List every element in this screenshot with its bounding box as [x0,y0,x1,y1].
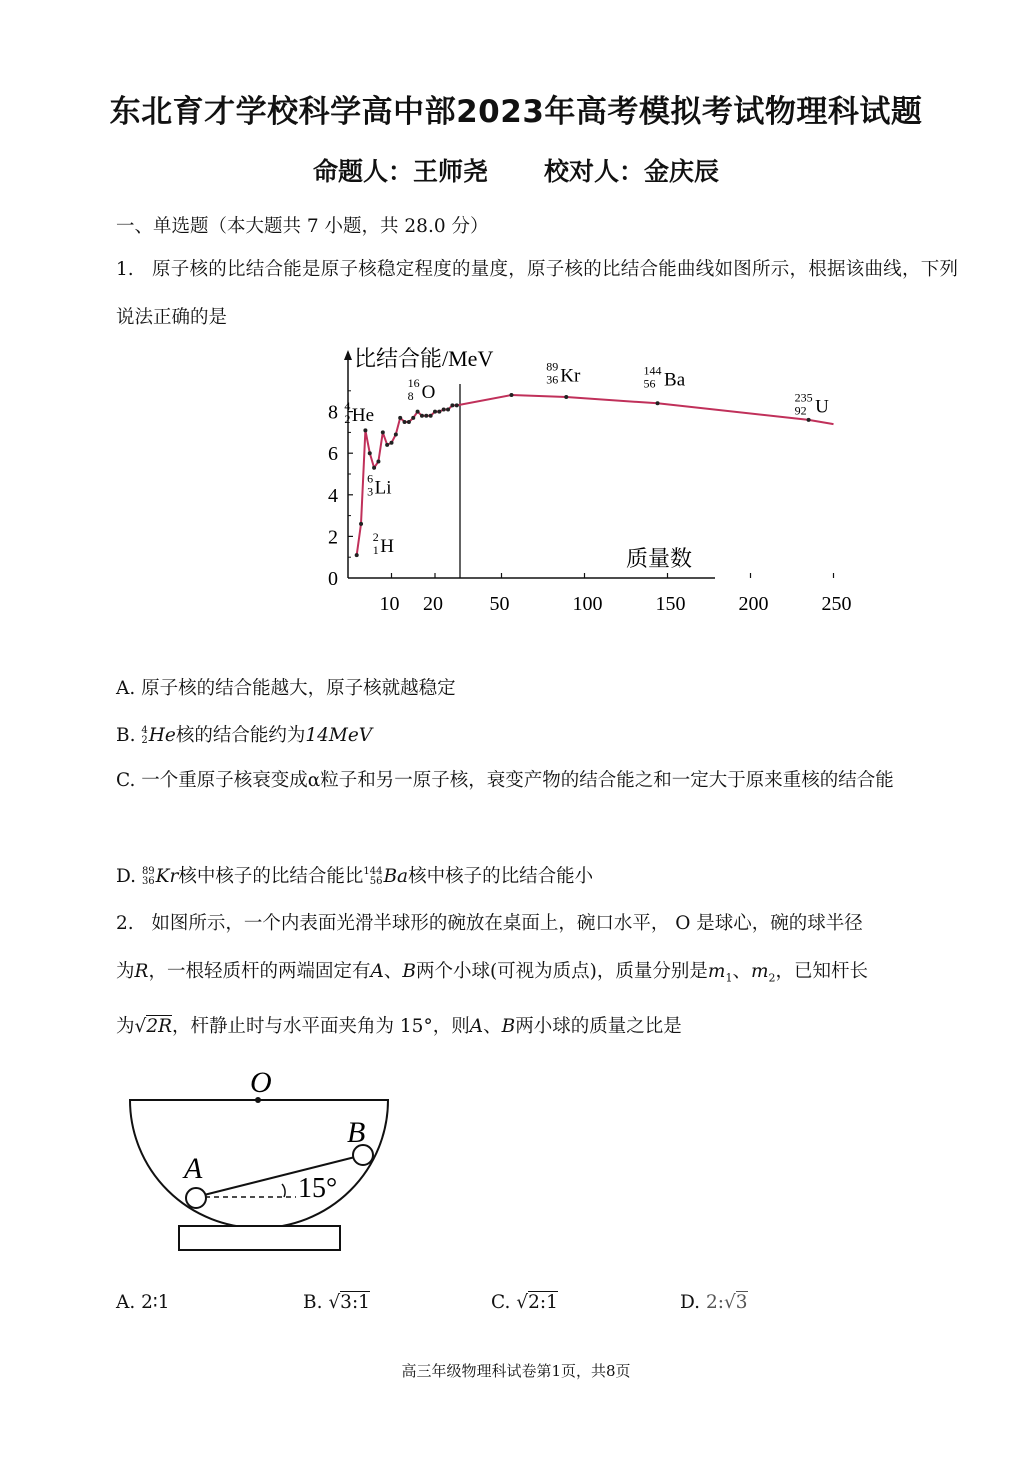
x-axis-label: 质量数 [626,546,693,571]
data-point [363,428,367,432]
data-point [390,441,394,445]
q2-line2 [116,957,868,985]
nuclide-symbol-O: O [421,382,436,404]
data-point [376,460,380,464]
page-title: 东北育才学校科学高中部2023年高考模拟考试物理科试题 [109,94,923,130]
nuclide-mass-O: 16 [407,376,420,391]
q1-stem [116,246,958,342]
data-point [564,395,568,399]
y-axis-arrow-icon [344,350,352,360]
nuclide-symbol-H: H [380,535,394,557]
data-point [372,466,376,470]
data-point [455,403,459,407]
q2-ball-b-2: B [501,1016,516,1037]
angle-arc [282,1184,285,1197]
q2-t3a: 为 [116,1016,135,1037]
q1-option-a[interactable]: A. 原子核的结合能越大，原子核就越稳定 [116,678,456,699]
data-point [411,416,415,420]
q1-option-b[interactable] [116,721,372,747]
sqrt-icon: √ [723,1292,736,1313]
y-tick-label: 0 [328,568,338,590]
data-point [446,408,450,412]
label-o: O [250,1066,272,1099]
label-b: B [347,1116,366,1149]
q1-number: 1. [116,259,134,280]
label-a: A [184,1152,203,1185]
nuclide-charge-Ba: 56 [643,376,656,391]
kr-mass: 89 [141,866,155,877]
option-b-prefix: B. [116,725,142,746]
q2-t2b: ，一根轻质杆的两端固定有 [148,961,371,982]
x-tick-label: 10 [379,593,400,615]
nuclide-mass-He: 4 [344,398,351,413]
data-point [381,430,385,434]
data-point [407,420,411,424]
binding-energy-chart [310,340,852,625]
x-tick-label: 150 [655,593,686,615]
data-point [807,418,811,422]
q2-c-label: C. [491,1292,511,1313]
data-point [355,553,359,557]
data-point [442,408,446,412]
q2-option-b[interactable] [303,1292,370,1313]
kr-nuclide-index [142,867,155,887]
checker: 校对人：金庆辰 [544,157,720,186]
label-angle: 15° [298,1173,338,1204]
nuclide-mass-Ba: 144 [643,363,662,378]
nuclide-charge-He: 2 [344,411,351,426]
chart-axes [344,346,715,578]
nuclide-charge-U: 92 [794,403,807,418]
q2-t2d: ，已知杆长 [775,961,869,982]
q2-m1-sub: 1 [725,971,733,985]
data-point [359,522,363,526]
data-point [433,410,437,414]
q2-b-value: 3:1 [340,1292,370,1313]
option-d-end: 核中核子的比结合能小 [408,866,594,887]
q2-t2c: 两个小球(可视为质点)，质量分别是 [415,961,708,982]
data-point [420,414,424,418]
q1-text: 原子核的比结合能是原子核稳定程度的量度，原子核的比结合能曲线如图所示，根据该曲线，下列说法正确的是 [116,259,958,328]
kr-charge: 36 [141,876,155,887]
chart-ticks [328,391,852,615]
data-point [368,451,372,455]
data-point [416,410,420,414]
q1-option-d[interactable] [116,862,593,888]
q2-ball-a-2: A [469,1016,484,1037]
nuclide-symbol-Li: Li [374,477,392,499]
option-b-value: 14MeV [305,725,373,746]
x-tick-label: 250 [821,593,852,615]
q2-ball-b: B [402,961,416,982]
q2-rod-length: 2R [146,1016,173,1037]
x-tick-label: 200 [738,593,769,615]
q2-t3b: ，杆静止时与水平面夹角为 15°，则 [172,1016,470,1037]
nuclide-mass-Kr: 89 [546,359,559,374]
data-point [385,443,389,447]
chart-labels [344,359,829,557]
y-tick-label: 6 [328,443,338,466]
nuclide-symbol-U: U [815,396,829,418]
page-footer: 高三年级物理科试卷第1页，共8页 [401,1362,631,1380]
bowl-diagram [120,1060,410,1260]
data-point [509,393,513,397]
option-d-mid: 核中核子的比结合能比 [178,866,364,887]
q2-number: 2. [116,913,134,934]
q2-option-a[interactable]: A. 2∶1 [116,1292,170,1313]
q1-option-c[interactable]: C. 一个重原子核衰变成α粒子和另一原子核，衰变产物的结合能之和一定大于原来重核的结合能 [116,770,894,791]
binding-energy-curve [357,395,834,555]
nuclide-mass-Li: 6 [367,471,374,486]
sqrt-icon: √ [134,1016,147,1037]
q2-d-value-b: 3 [735,1292,748,1313]
q2-b-label: B. [303,1292,323,1313]
setter: 命题人：王师尧 [312,157,488,186]
nuclide-symbol-Kr: Kr [560,365,581,387]
sqrt-icon: √ [516,1292,529,1313]
nuclide-symbol-Ba: Ba [664,369,686,391]
nuclide-symbol-He: He [351,404,375,426]
ball-a [186,1188,206,1208]
section-heading: 一、单选题（本大题共 7 小题，共 28.0 分） [116,216,489,237]
y-tick-label: 8 [328,401,338,424]
nuclide-mass-H: 2 [372,529,379,544]
nuclide-mass-U: 235 [794,390,813,405]
q2-t2a: 为 [116,961,135,982]
he-nuclide-index [141,726,147,746]
nuclide-charge-O: 8 [407,389,414,404]
data-point [424,414,428,418]
y-axis-label: 比结合能/MeV [354,346,494,371]
ba-charge: 56 [369,876,383,887]
q2-m2: m [750,961,769,982]
x-tick-label: 50 [489,593,510,615]
q2-m2-sub: 2 [768,971,776,985]
x-tick-label: 20 [423,593,443,615]
ba-mass: 144 [363,866,383,877]
option-b-text: 核的结合能约为 [175,725,306,746]
option-d-prefix: D. [116,866,142,887]
q2-d-label: D. [680,1292,701,1313]
nuclide-charge-H: 1 [372,542,379,557]
data-point [403,420,407,424]
table-block [179,1226,340,1250]
ba-nuclide-index [363,867,382,887]
data-point [398,416,402,420]
data-point [429,414,433,418]
authors [0,152,1032,188]
q2-m1: m [707,961,726,982]
chart-points [355,390,813,557]
q2-sep2: 、 [732,961,751,982]
data-point [437,410,441,414]
q2-ball-a: A [370,961,384,982]
q2-line1 [116,909,863,935]
x-tick-label: 100 [572,593,603,615]
he-charge: 2 [141,735,148,746]
kr-symbol: Kr [155,866,179,887]
data-point [450,403,454,407]
q2-d-value-a: 2: [705,1292,724,1313]
q2-sep: 、 [383,961,403,982]
y-tick-label: 2 [328,526,338,549]
q2-t3c: 两小球的质量之比是 [515,1016,682,1037]
q2-option-c[interactable] [491,1292,558,1313]
q2-text-1: 如图所示，一个内表面光滑半球形的碗放在桌面上，碗口水平， O 是球心，碗的球半径 [151,913,863,934]
nuclide-charge-Kr: 36 [546,372,559,387]
data-point [394,432,398,436]
q2-sep3: 、 [483,1016,502,1037]
nuclide-charge-Li: 3 [367,484,374,499]
ba-symbol: Ba [383,866,409,887]
sqrt-icon: √ [328,1292,341,1313]
he-mass: 4 [141,725,148,736]
rod [196,1155,363,1197]
q2-line3 [116,1012,682,1038]
he-symbol: He [148,725,176,746]
q2-option-d[interactable] [680,1292,748,1313]
y-tick-label: 4 [328,484,338,507]
data-point [656,401,660,405]
q2-c-value: 2:1 [528,1292,558,1313]
q2-radius: R [134,961,149,982]
